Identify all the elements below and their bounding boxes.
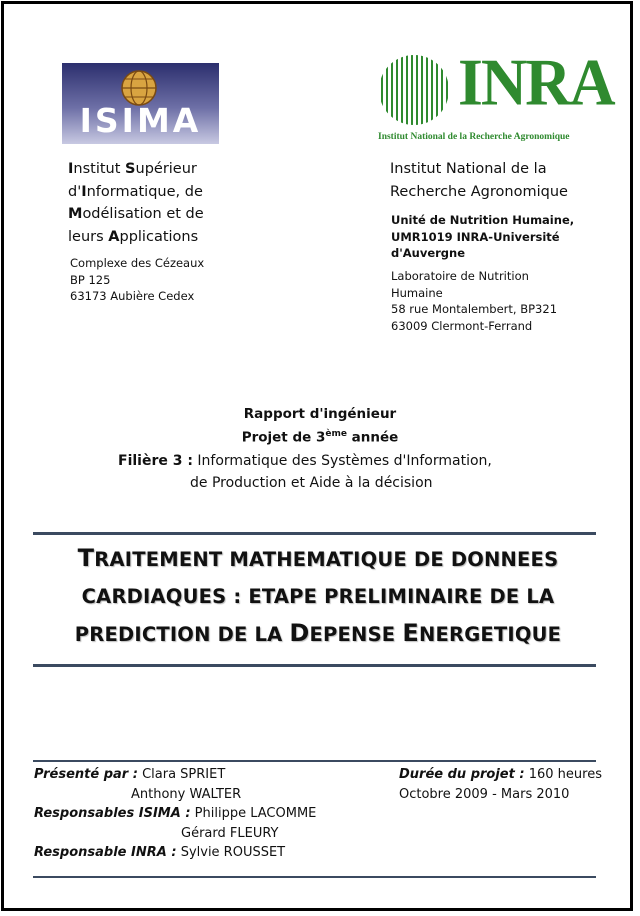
title-rule-bottom (33, 664, 596, 667)
credits-right: Durée du projet : 160 heures Octobre 2009 - Mars 2010 (399, 767, 602, 802)
inra-leaf-icon (378, 54, 450, 126)
report-type: Rapport d'ingénieur (243, 406, 397, 422)
isima-full-name: Institut Supérieur d'Informatique, de Modélisation et de leurs Applications (68, 161, 204, 245)
inra-address: Laboratoire de Nutrition Humaine 58 rue Montalembert, BP321 63009 Clermont-Ferrand (391, 269, 558, 333)
inra-unit: Unité de Nutrition Humaine, UMR1019 INRA-Université d'Auvergne (391, 213, 575, 260)
inra-logo-text: INRA (458, 44, 614, 120)
credits-rule-bottom (33, 876, 596, 878)
credits-rule-top (33, 760, 596, 762)
report-filiere: Filière 3 : Informatique des Systèmes d'Information, de Production et Aide à la décision (118, 453, 492, 491)
isima-address: Complexe des Cézeaux BP 125 63173 Aubière Cedex (70, 256, 205, 303)
title-rule-top (33, 532, 596, 535)
report-title: TRAITEMENT MATHEMATIQUE DE DONNEES CARDIAQUES : ETAPE PRELIMINAIRE DE LA PREDICTION DE LA DEPENSE ENERGETIQUE (74, 544, 562, 647)
credits-left: Présenté par : Clara SPRIET Anthony WALTER Responsables ISIMA : Philippe LACOMME Gérard FLEURY Responsable INRA : Sylvie ROUSSET (34, 767, 317, 860)
inra-logo-subtitle: Institut National de la Recherche Agronomique (378, 132, 570, 142)
report-year: Projet de 3ème année (241, 429, 399, 446)
isima-logo (62, 63, 219, 144)
inra-logo (378, 44, 614, 145)
isima-logo-text: ISIMA (79, 101, 202, 140)
inra-full-name: Institut National de la Recherche Agronomique (390, 161, 568, 200)
